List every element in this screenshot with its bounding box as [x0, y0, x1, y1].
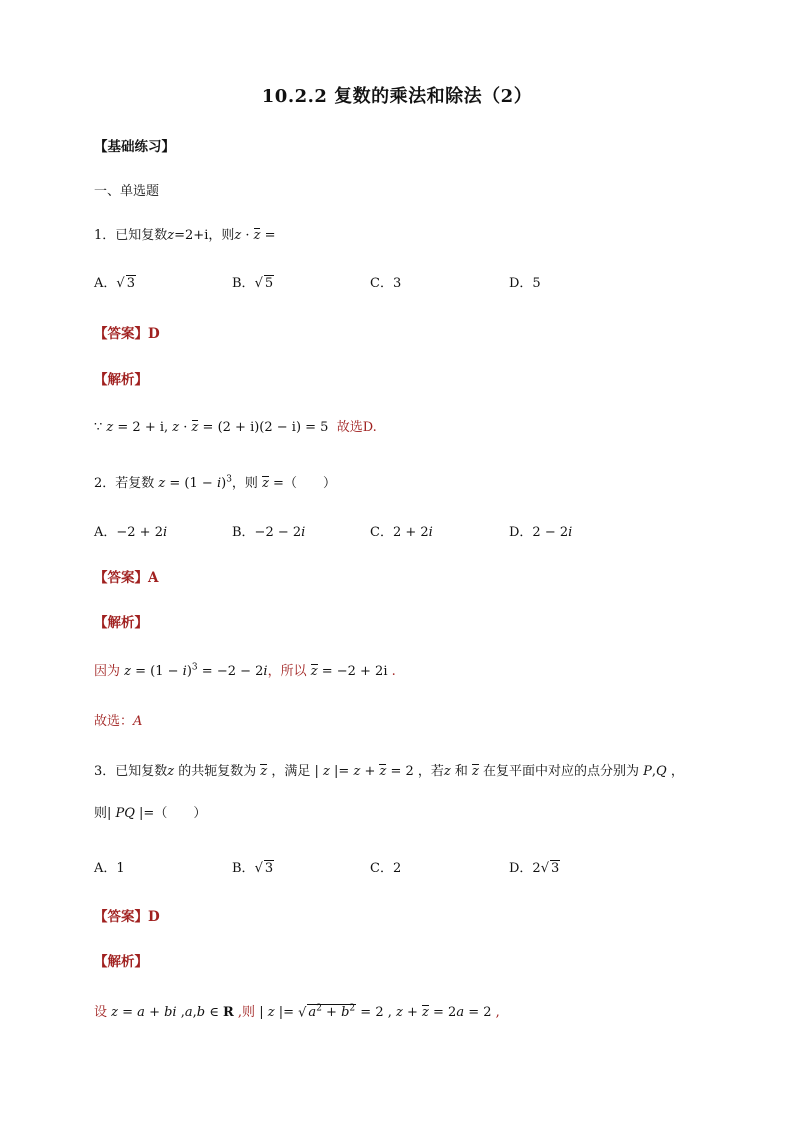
- q2-option-c: C．2 + 2i: [370, 525, 433, 540]
- q3-analysis-label: 【解析】: [94, 954, 148, 970]
- q1-option-b: B．√ 5: [232, 276, 274, 291]
- q2-stem: 2．若复数 $z = (1 - i)^3$，则 z =（ ）: [94, 474, 336, 491]
- q2-option-b: B．−2 − 2i: [232, 525, 306, 540]
- section-heading: 【基础练习】: [94, 139, 175, 155]
- q1-stem-text: 1．已知复数z=2+i，则z · z =: [94, 228, 276, 243]
- q1-option-a: A．√ 3: [94, 276, 135, 291]
- q3-stem-line1: 3．已知复数z 的共轭复数为 z ，满足 | z |= z + z = 2 ，若z 和 z 在复平面中对应的点分别为 P,Q ，: [94, 764, 684, 779]
- q3-answer: 【答案】D: [94, 909, 160, 925]
- q1-analysis: ∵ z = 2 + i, z · z = (2 + i)(2 − i) = 5 故选D.: [94, 420, 377, 435]
- q2-analysis-label: 【解析】: [94, 615, 148, 631]
- q2-answer: 【答案】A: [94, 570, 159, 586]
- q1-option-d: D．5: [509, 276, 541, 291]
- q3-analysis: 设 z = a + bi ,a,b ∈ R ,则 | z |= √ $a^2 + b^2 = 2$ , z + z = 2a = 2 ,: [94, 1003, 500, 1020]
- q3-option-d: D．2√ 3: [509, 861, 560, 876]
- q2-option-a: A．−2 + 2i: [94, 525, 168, 540]
- q2-conclusion: 故选：A: [94, 714, 143, 729]
- q3-option-b: B．√ 3: [232, 861, 274, 876]
- subsection-heading: 一、单选题: [94, 184, 160, 199]
- q1-stem: [94, 224, 276, 243]
- q2-analysis: 因为 $z = (1 - i)^3 = -2 - 2i$，所以 z = −2 + 2i .: [94, 662, 396, 679]
- q1-option-c: C．3: [370, 276, 402, 291]
- q3-stem-line2: 则| PQ |=（ ）: [94, 806, 207, 821]
- q1-analysis-label: 【解析】: [94, 372, 148, 388]
- page-title: 10.2.2 复数的乘法和除法（2）: [261, 86, 533, 107]
- q3-option-c: C．2: [370, 861, 402, 876]
- q3-option-a: A．1: [94, 861, 125, 876]
- q1-answer: 【答案】D: [94, 326, 160, 342]
- q2-option-d: D．2 − 2i: [509, 525, 573, 540]
